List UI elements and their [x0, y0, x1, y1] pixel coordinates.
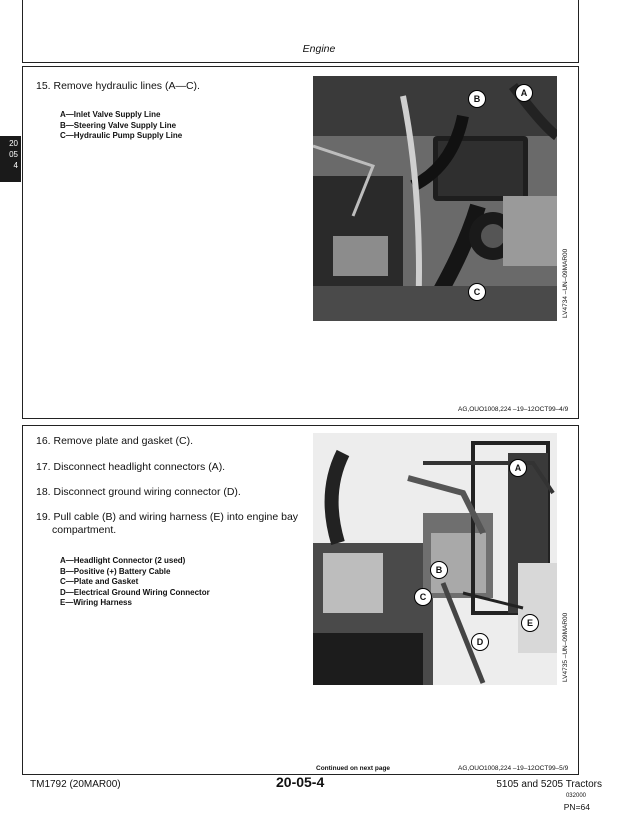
callout-b: B: [430, 561, 448, 579]
legend-item: C—Hydraulic Pump Supply Line: [60, 131, 183, 140]
callout-c: C: [414, 588, 432, 606]
legend-item: D—Electrical Ground Wiring Connector: [60, 587, 210, 597]
reference-code-1: AG,OUO1008,224 –19–12OCT99–4/9: [458, 406, 569, 413]
legend-item: C—Plate and Gasket: [60, 577, 139, 586]
legend-item: B—Steering Valve Supply Line: [60, 120, 177, 130]
tractor-model: 5105 and 5205 Tractors: [496, 779, 602, 790]
photo-hydraulic-lines-image: [313, 76, 557, 321]
legend-1: [60, 110, 182, 142]
step-16: 16. Remove plate and gasket (C).: [36, 435, 193, 447]
date-code: 032000: [565, 793, 586, 799]
manual-number: TM1792 (20MAR00): [30, 779, 121, 790]
page-title: Engine: [302, 43, 336, 55]
photo-electrical: [313, 433, 557, 685]
step-15: 15. Remove hydraulic lines (A—C).: [36, 80, 200, 92]
pn-number: PN=64: [563, 802, 590, 812]
callout-a: A: [515, 84, 533, 102]
legend-item: A—Inlet Valve Supply Line: [60, 110, 161, 119]
step-18: 18. Disconnect ground wiring connector (D).: [36, 486, 241, 498]
step-19: 19. Pull cable (B) and wiring harness (E) into engine bay: [36, 511, 299, 523]
callout-a: A: [509, 459, 527, 477]
legend-item: E—Wiring Harness: [60, 598, 132, 607]
callout-b: B: [468, 90, 486, 108]
tab-line-3: 4: [13, 161, 18, 170]
image-code-1: LV4734 –UN–09MAR00: [562, 248, 569, 318]
callout-c: C: [468, 283, 486, 301]
page-number: 20-05-4: [276, 774, 325, 790]
callout-e: E: [521, 614, 539, 632]
image-code-2: LV4735 –UN–09MAR00: [562, 612, 569, 682]
photo-hydraulic-lines: [313, 76, 557, 321]
step-19-cont: compartment.: [52, 524, 117, 536]
header-rule: [22, 62, 579, 63]
section-tab: [0, 136, 21, 182]
legend-item: A—Headlight Connector (2 used): [60, 556, 186, 565]
legend-2: [60, 556, 210, 609]
callout-d: D: [471, 633, 489, 651]
tab-line-1: 20: [9, 139, 18, 148]
legend-item: B—Positive (+) Battery Cable: [60, 566, 171, 576]
continued-note: Continued on next page: [316, 765, 391, 772]
step-17: 17. Disconnect headlight connectors (A).: [36, 461, 226, 473]
reference-code-2: AG,OUO1008,224 –19–12OCT99–5/9: [458, 765, 569, 772]
tab-line-2: 05: [9, 150, 18, 159]
